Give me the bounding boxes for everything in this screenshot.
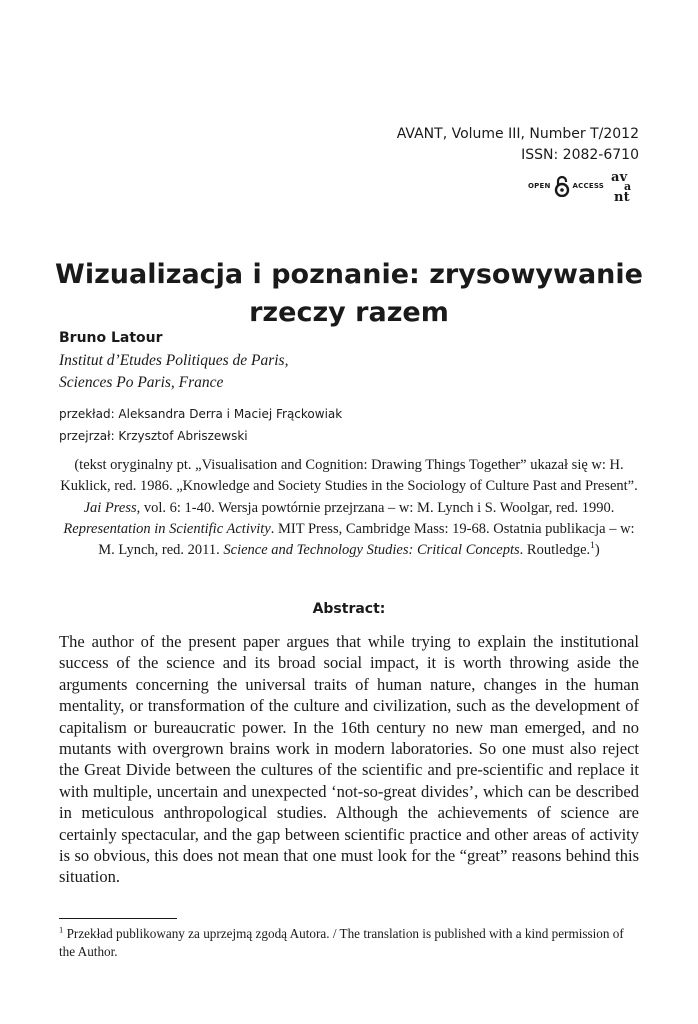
issn: ISSN: 2082-6710: [521, 147, 639, 163]
title-line-1: Wizualizacja i poznanie: zrysowywanie: [55, 259, 643, 290]
note-book-2: Science and Technology Studies: Critical Concepts: [223, 542, 520, 559]
footnote-reference[interactable]: 1: [590, 541, 595, 552]
translator-credit: przekład: Aleksandra Derra i Maciej Frąckowiak: [59, 407, 343, 421]
footnote: [59, 925, 639, 960]
svg-text:a: a: [624, 180, 632, 193]
open-access-badge: [528, 168, 639, 204]
footnote-divider: [59, 918, 177, 919]
note-text-3: . MIT Press, Cambridge Mass: 19-68. Ostatnia publikacja – w: M. Lynch, red. 2011.: [98, 520, 635, 559]
note-text-1: (tekst oryginalny pt. „Visualisation and Cognition: Drawing Things Together” ukazał się w: H. Kuklick, red. 1986. „Knowledge and Society Studies in the Sociology of Culture Past and Present”.: [60, 457, 638, 495]
svg-text:av: av: [611, 170, 628, 185]
abstract-heading: Abstract:: [312, 601, 386, 617]
note-text-2: , vol. 6: 1-40. Wersja powtórnie przejrzana – w: M. Lynch i S. Woolgar, red. 1990.: [136, 499, 615, 516]
footnote-text: Przekład publikowany za uprzejmą zgodą Autora. / The translation is published with a kind permission of the Author.: [59, 926, 624, 959]
avant-logo: [609, 168, 639, 204]
article-title: [40, 256, 658, 332]
note-journal: Jai Press: [83, 499, 137, 516]
translation-credits: [59, 403, 342, 447]
affiliation-line-1: Institut d’Etudes Politiques de Paris,: [59, 352, 289, 369]
author-affiliation: [59, 350, 288, 393]
title-line-2: rzeczy razem: [249, 297, 449, 328]
author-name: Bruno Latour: [59, 330, 163, 346]
original-publication-note: [59, 455, 639, 561]
svg-text:nt: nt: [614, 190, 630, 204]
note-text-5: ): [594, 542, 600, 559]
note-text-4: . Routledge.: [519, 542, 591, 559]
access-label: ACCESS: [572, 182, 604, 190]
journal-info: AVANT, Volume III, Number T/2012: [396, 126, 639, 142]
reviewer-credit: przejrzał: Krzysztof Abriszewski: [59, 429, 248, 443]
journal-header: [397, 124, 639, 166]
open-access-lock-icon: [553, 175, 571, 197]
abstract-body: The author of the present paper argues that while trying to explain the institutional success of the science and its broad social impact, it is worth throwing aside the arguments concerning the universal traits of human nature, changes in the human mentality, or transformation of the culture and civilization, such as the development of capitalism or bureaucratic power. In the 16th century no new man emerged, and no mutants with overgrown brains work in modern laboratories. So one must also reject the Great Divide between the cultures of the scientific and pre-scientific and replace it with multiple, uncertain and unexpected ‘not-so-great divides’, which can be described in meticulous anthropological studies. Although the achievements of science are certainly spectacular, and the gap between scientific practice and other areas of activity is so obvious, this does not mean that one must look for the “great” reasons behind this situation.: [59, 632, 639, 887]
open-label: OPEN: [528, 182, 551, 190]
footnote-number: 1: [59, 924, 64, 935]
affiliation-line-2: Sciences Po Paris, France: [59, 373, 224, 391]
note-book-1: Representation in Scientific Activity: [63, 520, 271, 537]
